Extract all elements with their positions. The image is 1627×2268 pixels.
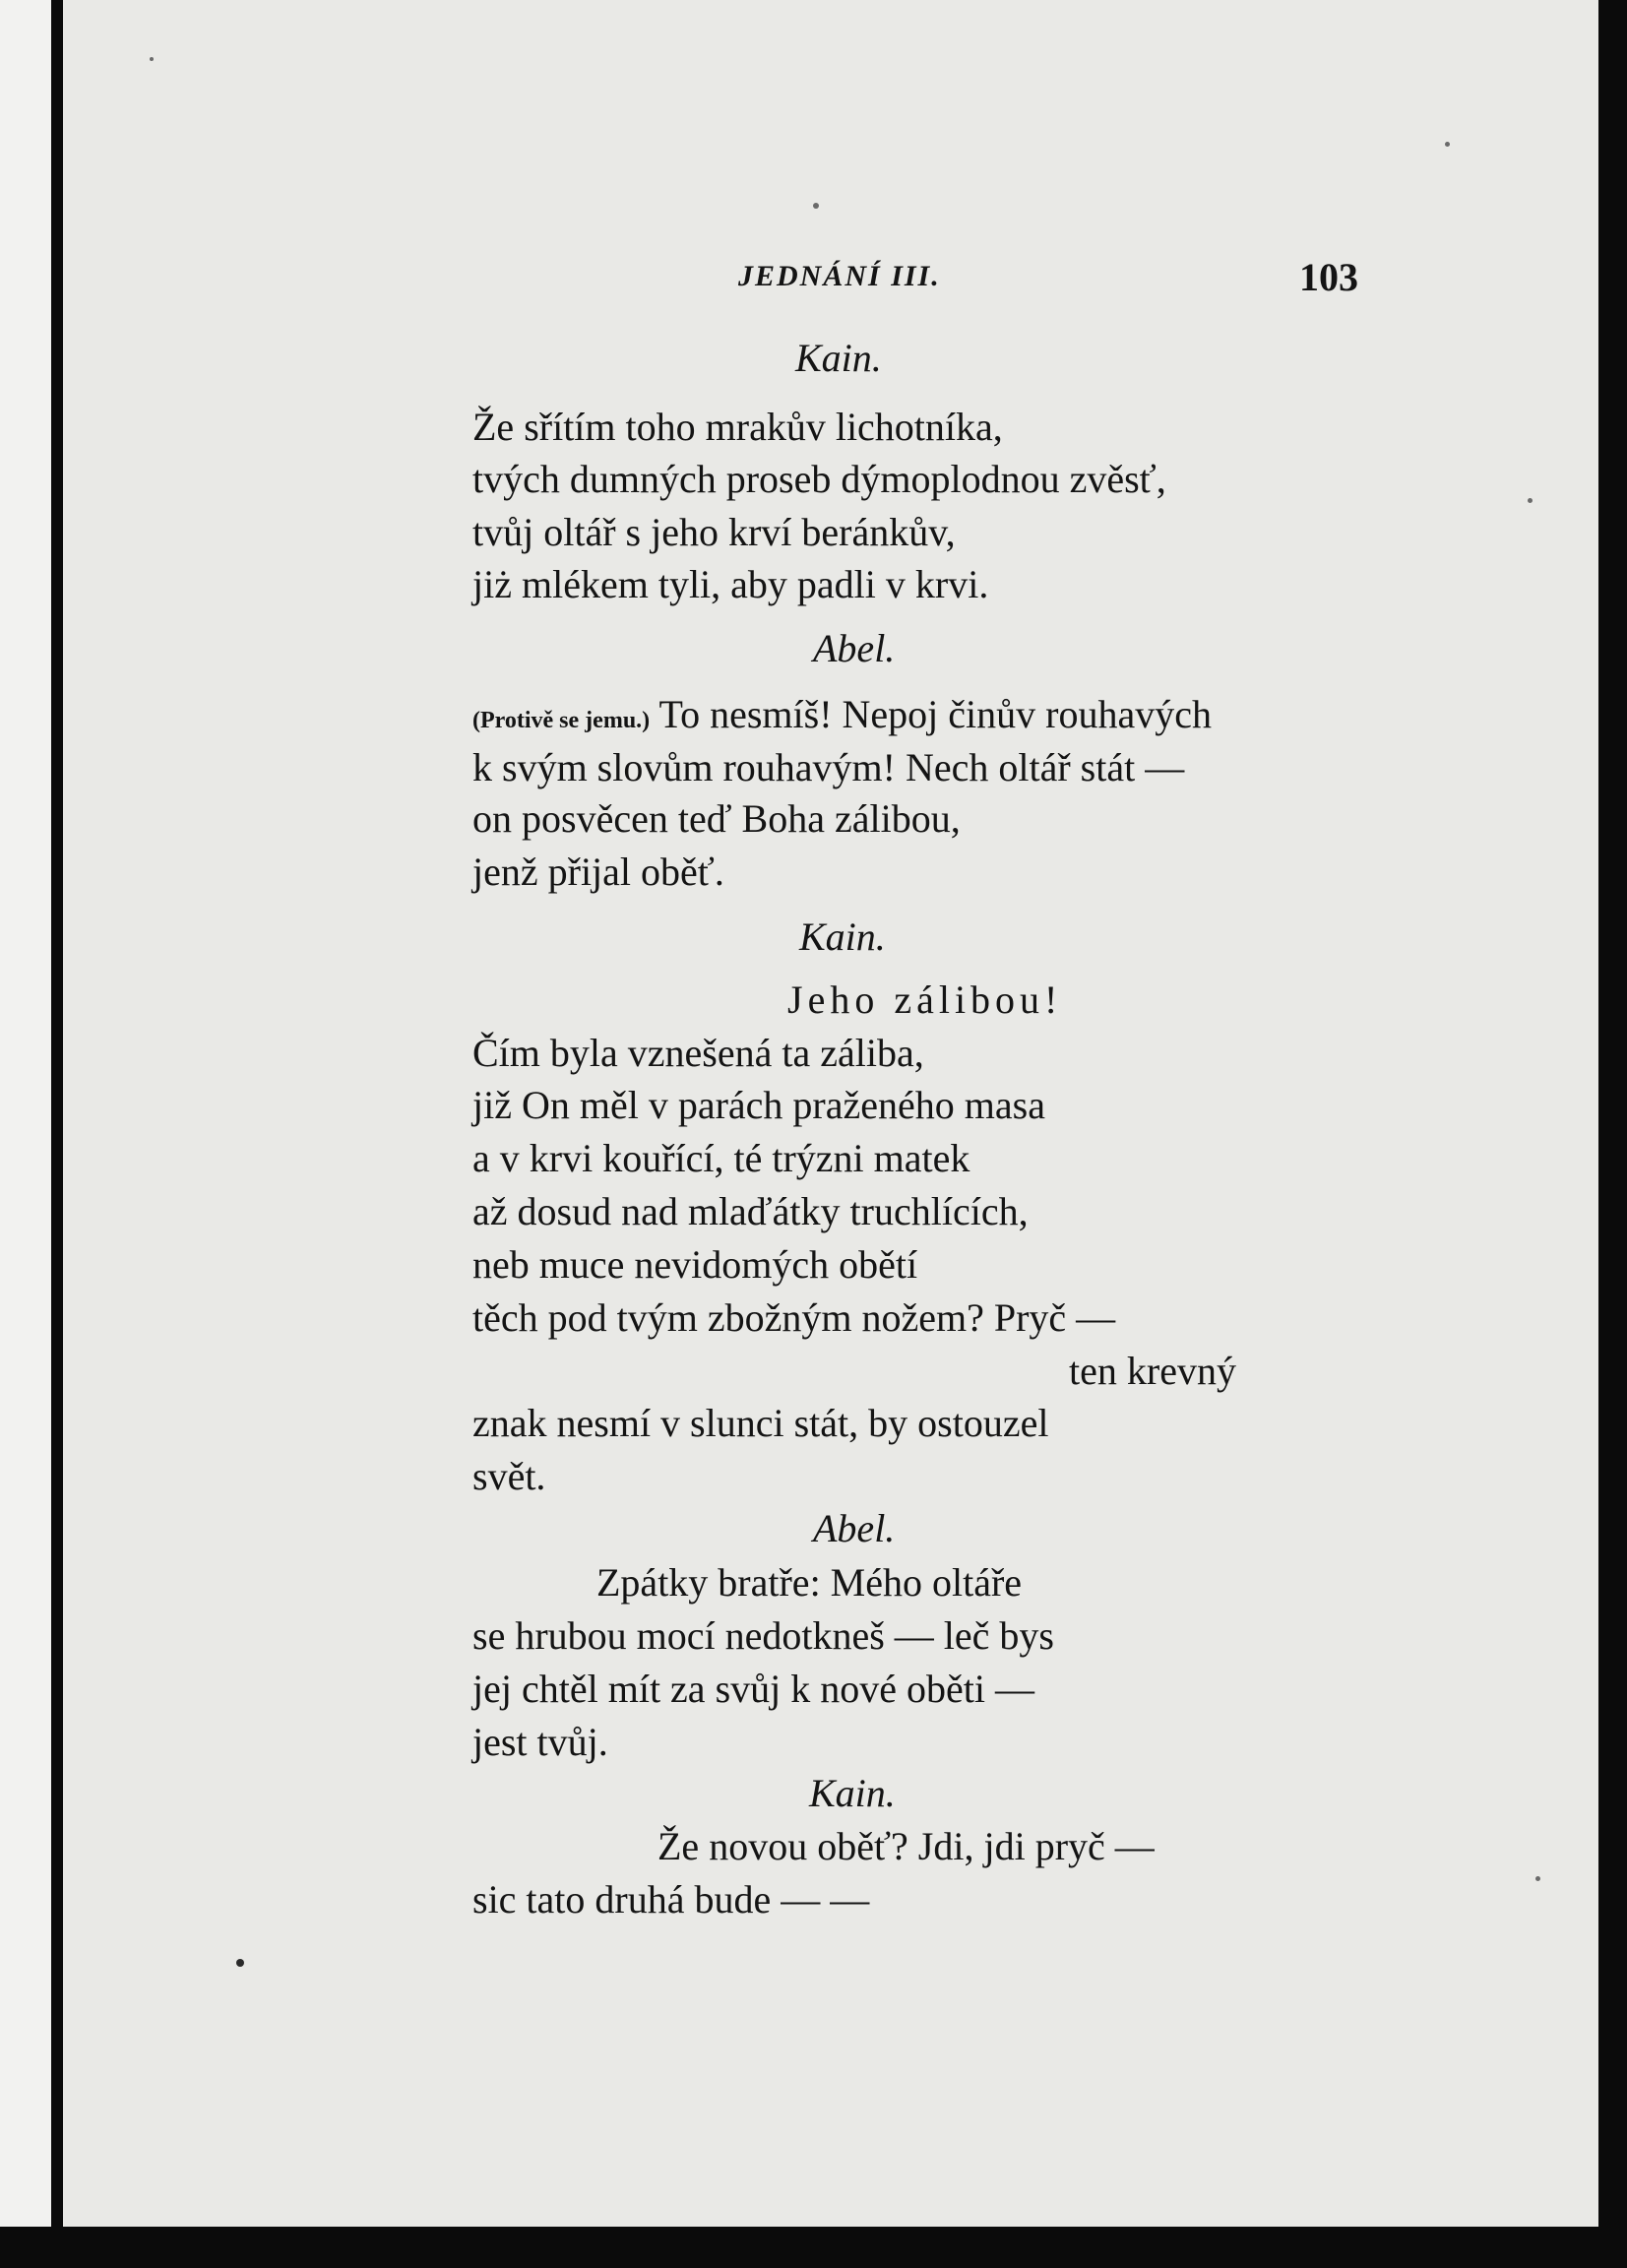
verse-line: jest tvůj. bbox=[472, 1720, 608, 1764]
verse-line: neb muce nevidomých obětí bbox=[472, 1242, 918, 1287]
paper-speck bbox=[236, 1959, 244, 1967]
facing-page-edge bbox=[0, 0, 51, 2268]
verse-line: Jeho zálibou! bbox=[787, 977, 1063, 1022]
verse-line: k svým slovům rouhavým! Nech oltář stát — bbox=[472, 745, 1185, 789]
page-header bbox=[63, 254, 1598, 313]
speaker-name: Abel. bbox=[813, 626, 896, 670]
paper-speck bbox=[150, 57, 154, 61]
running-title: JEDNÁNÍ III. bbox=[738, 260, 941, 292]
verse-line: tvůj oltář s jeho krví beránkův, bbox=[472, 510, 956, 554]
book-page bbox=[63, 0, 1598, 2227]
verse-line: tvých dumných proseb dýmoplodnou zvěsť, bbox=[472, 457, 1166, 501]
verse-line: ten krevný bbox=[1069, 1349, 1236, 1393]
verse-line: až dosud nad mlaďátky truchlících, bbox=[472, 1189, 1029, 1233]
verse-line: těch pod tvým zbožným nožem? Pryč — bbox=[472, 1295, 1116, 1340]
paper-speck bbox=[813, 203, 819, 209]
verse-line: Že sřítím toho mrakův lichotníka, bbox=[472, 405, 1003, 449]
verse-line: svět. bbox=[472, 1454, 546, 1498]
verse-line: jenž přijal oběť. bbox=[472, 850, 724, 894]
verse-line: jej chtěl mít za svůj k nové oběti — bbox=[472, 1667, 1034, 1711]
binding-shadow bbox=[51, 0, 63, 2268]
page-number: 103 bbox=[1299, 255, 1358, 299]
speaker-name: Abel. bbox=[813, 1506, 896, 1550]
speaker-name: Kain. bbox=[799, 914, 886, 959]
verse-line: již On měl v parách praženého masa bbox=[472, 1083, 1045, 1127]
stage-direction: (Protivě se jemu.) bbox=[472, 708, 651, 733]
verse-line: sic tato druhá bude — — bbox=[472, 1877, 870, 1922]
verse-line: Čím byla vznešená ta záliba, bbox=[472, 1031, 924, 1075]
verse-line: a v krvi kouřící, té trýzni matek bbox=[472, 1136, 970, 1180]
verse-line-with-stage-direction bbox=[472, 689, 1212, 746]
scan-bottom-border bbox=[0, 2227, 1627, 2268]
paper-speck bbox=[1535, 1876, 1540, 1881]
paper-speck bbox=[1445, 142, 1450, 147]
verse-line: znak nesmí v slunci stát, by ostouzel bbox=[472, 1401, 1049, 1445]
verse-line: on posvěcen teď Boha zálibou, bbox=[472, 796, 961, 841]
verse-line: se hrubou mocí nedotkneš — leč bys bbox=[472, 1613, 1054, 1658]
verse-line-text: To nesmíš! Nepoj činův rouhavých bbox=[658, 692, 1212, 736]
verse-line: Že novou oběť? Jdi, jdi pryč — bbox=[657, 1824, 1155, 1868]
speaker-name: Kain. bbox=[809, 1771, 896, 1815]
verse-line: Zpátky bratře: Mého oltáře bbox=[596, 1560, 1023, 1605]
speaker-name: Kain. bbox=[795, 336, 882, 380]
paper-speck bbox=[1528, 498, 1533, 503]
verse-line: jiż mlékem tyli, aby padli v krvi. bbox=[472, 562, 989, 606]
